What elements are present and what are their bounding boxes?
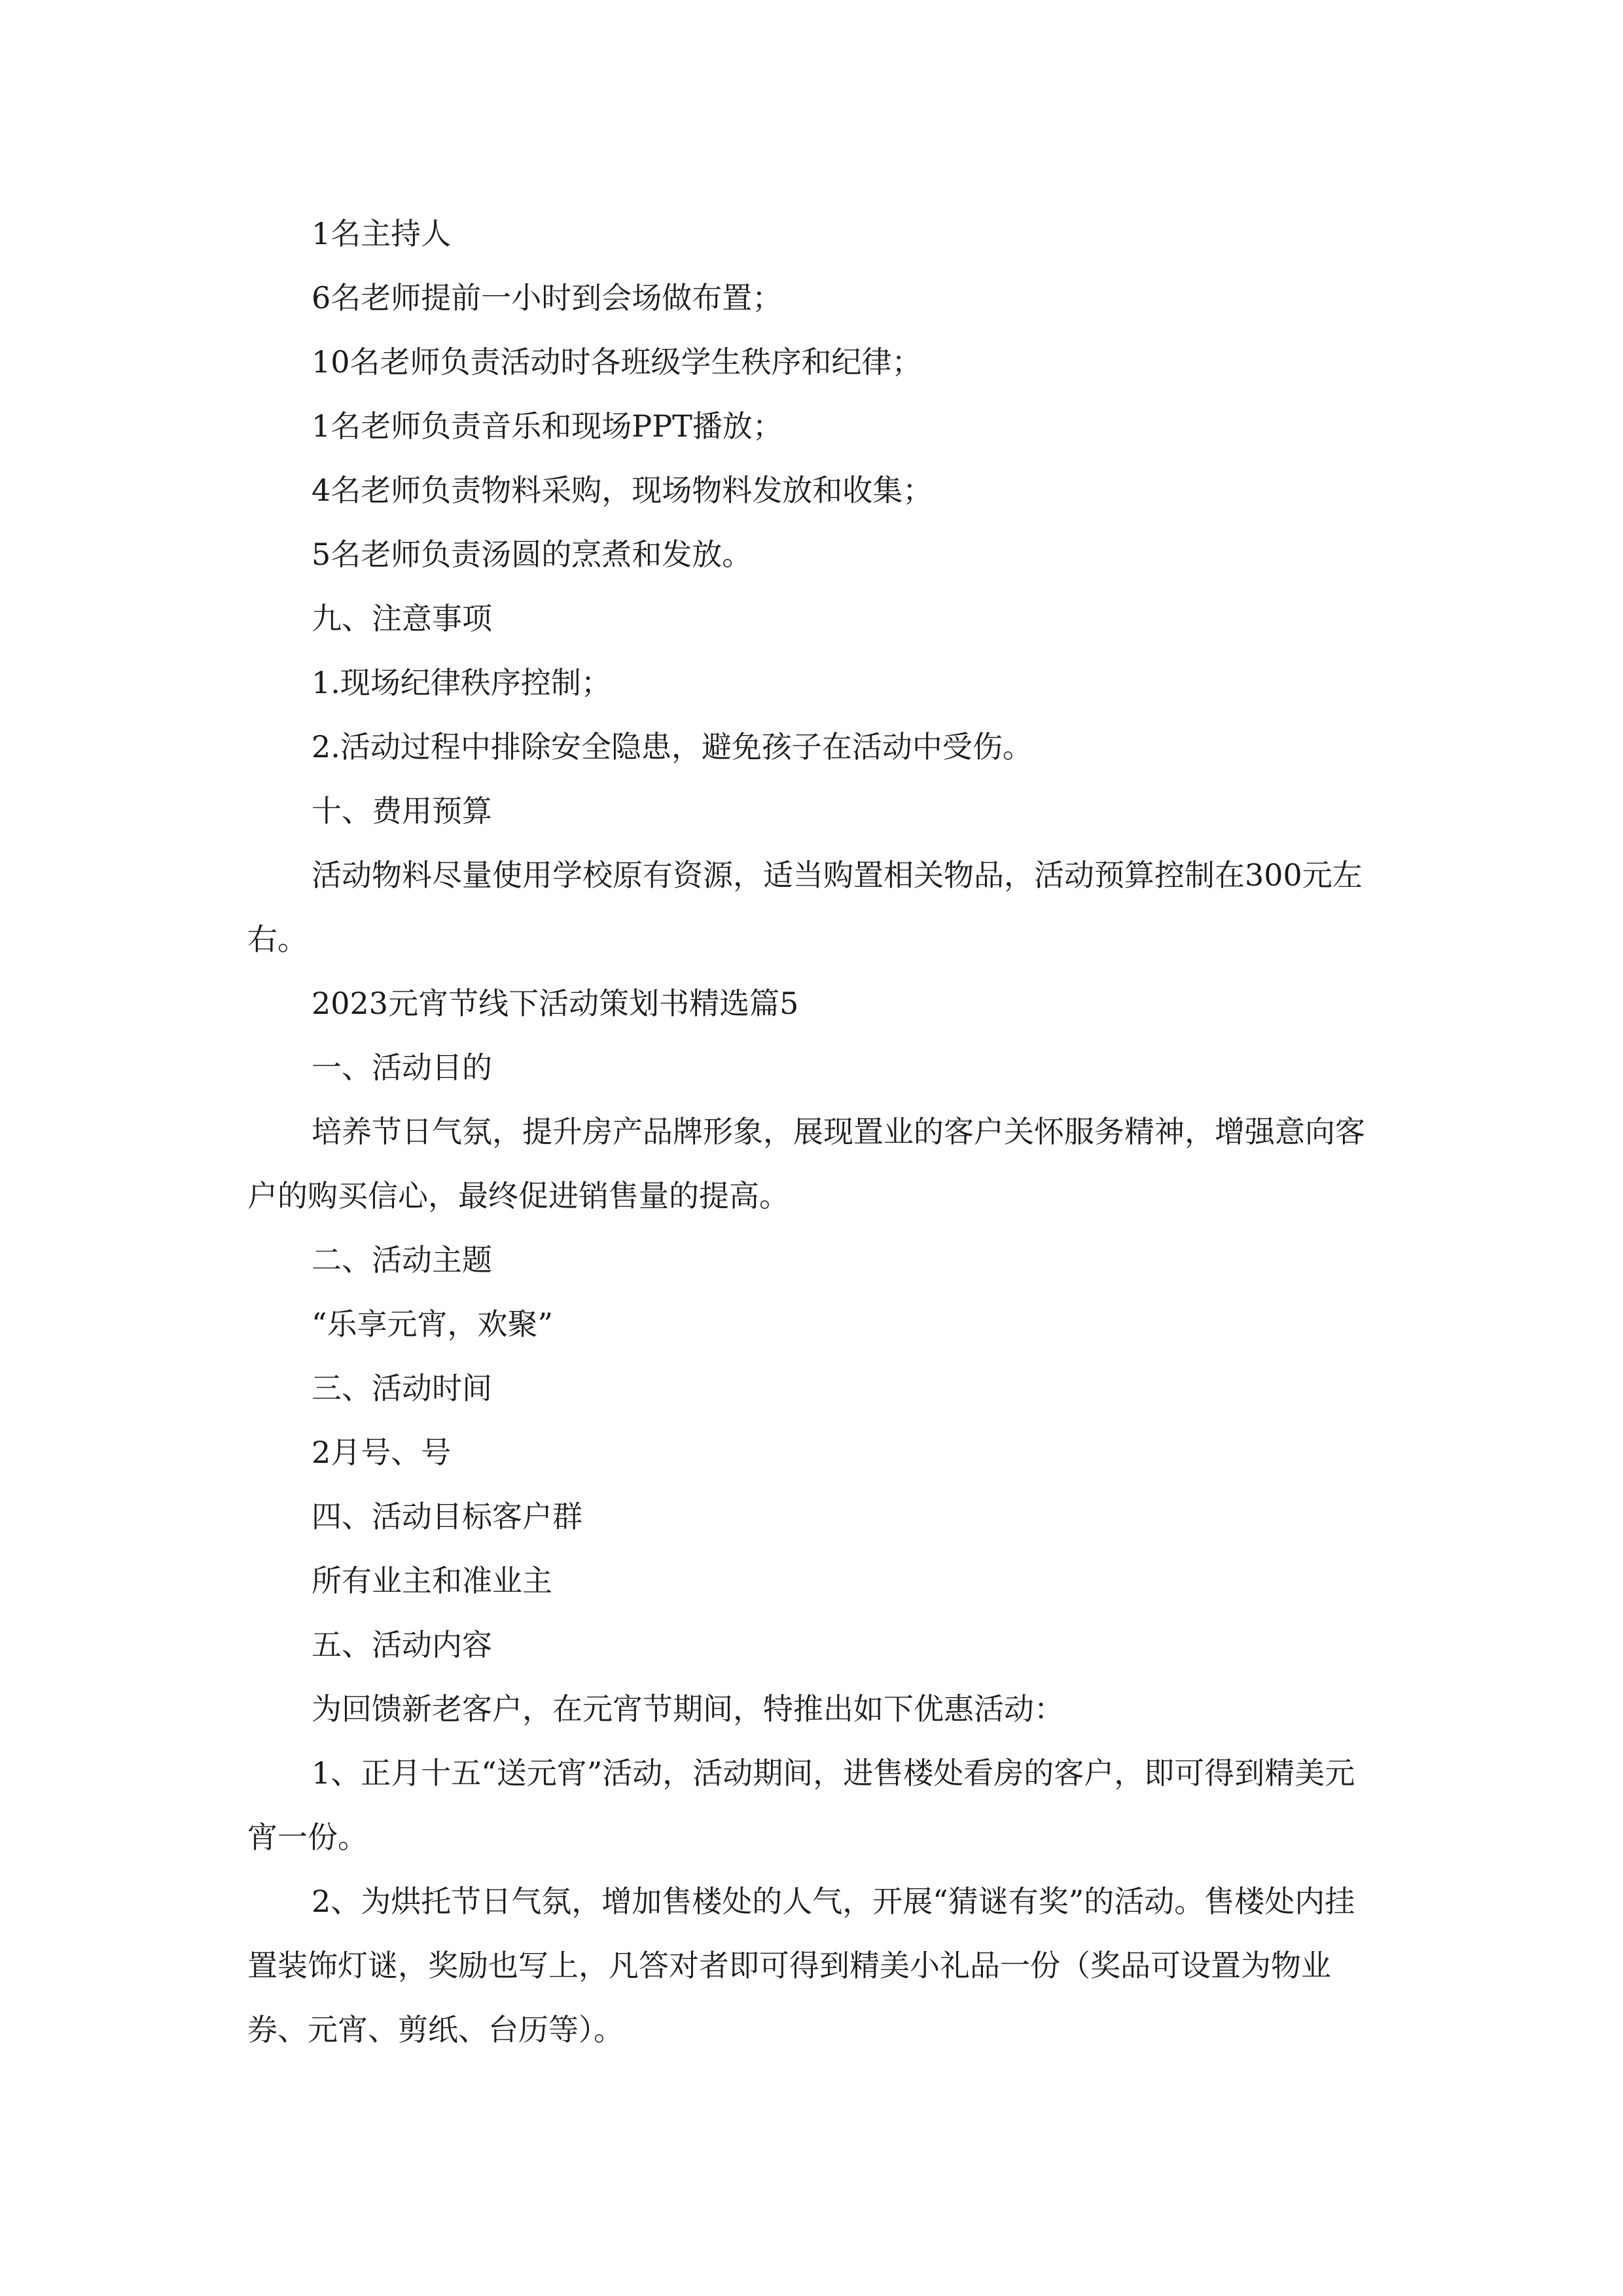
paragraph: 6名老师提前一小时到会场做布置； xyxy=(312,280,783,315)
paragraph: 1、正月十五“送元宵”活动，活动期间，进售楼处看房的客户，即可得到精美元宵一份。 xyxy=(247,1755,1355,1855)
paragraph: 2月号、号 xyxy=(312,1435,452,1470)
section-heading: 五、活动内容 xyxy=(312,1627,492,1662)
paragraph: 活动物料尽量使用学校原有资源，适当购置相关物品，活动预算控制在300元左右。 xyxy=(247,857,1363,957)
section-heading: 一、活动目的 xyxy=(312,1050,492,1085)
paragraph: 1名主持人 xyxy=(312,216,452,251)
paragraph: 所有业主和准业主 xyxy=(312,1563,552,1598)
document-title: 2023元宵节线下活动策划书精选篇5 xyxy=(312,986,799,1021)
document-body xyxy=(247,202,1383,2062)
section-heading: 九、注意事项 xyxy=(312,601,492,636)
paragraph: 10名老师负责活动时各班级学生秩序和纪律； xyxy=(312,344,922,380)
paragraph: 4名老师负责物料采购，现场物料发放和收集； xyxy=(312,473,933,508)
paragraph: 2、为烘托节日气氛，增加售楼处的人气，开展“猜谜有奖”的活动。售楼处内挂置装饰灯谜，奖励也写上，凡答对者即可得到精美小礼品一份（奖品可设置为物业券、元宵、剪纸、台历等）。 xyxy=(247,1884,1355,2047)
section-heading: 四、活动目标客户群 xyxy=(312,1499,582,1534)
paragraph: 培养节日气氛，提升房产品牌形象，展现置业的客户关怀服务精神，增强意向客户的购买信心，最终促进销售量的提高。 xyxy=(247,1114,1365,1213)
section-heading: 三、活动时间 xyxy=(312,1371,492,1406)
paragraph: 1.现场纪律秩序控制； xyxy=(312,665,611,700)
paragraph: 1名老师负责音乐和现场PPT播放； xyxy=(312,408,783,444)
paragraph: 2.活动过程中排除安全隐患，避免孩子在活动中受伤。 xyxy=(312,729,1033,764)
paragraph: 为回馈新老客户，在元宵节期间，特推出如下优惠活动： xyxy=(312,1691,1064,1727)
section-heading: 二、活动主题 xyxy=(312,1242,492,1278)
section-heading: 十、费用预算 xyxy=(312,793,492,829)
paragraph: “乐享元宵，欢聚” xyxy=(312,1306,554,1342)
paragraph: 5名老师负责汤圆的烹煮和发放。 xyxy=(312,537,753,572)
